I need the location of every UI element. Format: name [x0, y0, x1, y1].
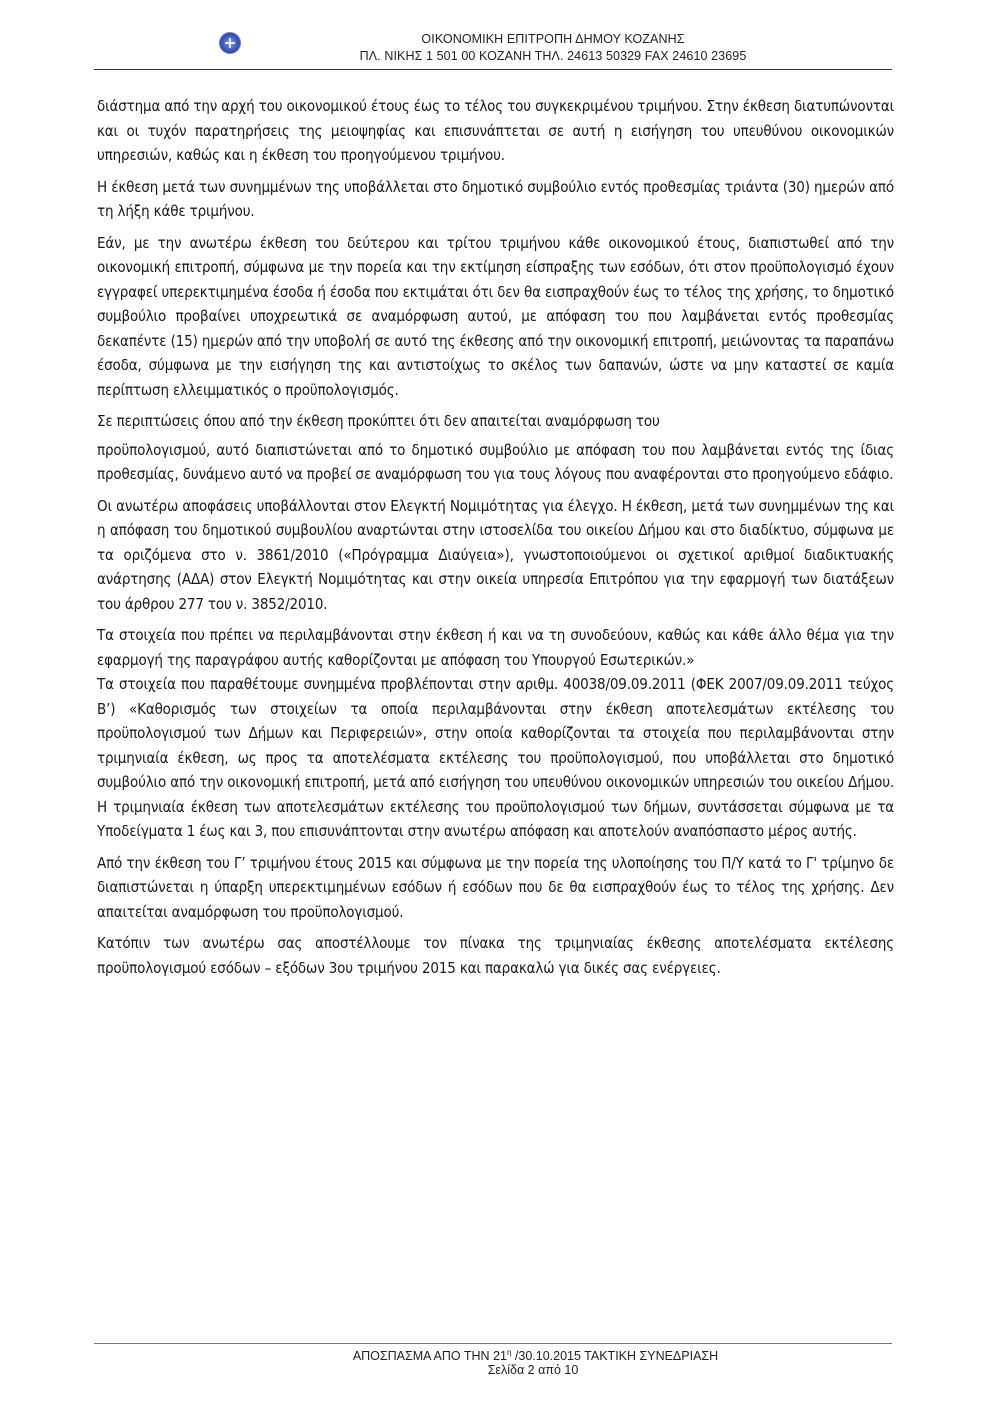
page-number: Σελίδα 2 από 10 [487, 1363, 579, 1378]
footer-meeting-suffix: /30.10.2015 ΤΑΚΤΙΚΗ ΣΥΝΕΔΡΙΑΣΗ [511, 1349, 719, 1364]
footer-meeting-prefix: ΑΠΟΣΠΑΣΜΑ ΑΠΟ ΤΗΝ 21 [352, 1349, 507, 1364]
footer-meeting-info [94, 1348, 892, 1363]
paragraph: Οι ανωτέρω αποφάσεις υποβάλλονται στον Ελεγκτή Νομιμότητας για έλεγχο. Η έκθεση, μετά των συνημμένων της και η απόφαση του δημοτικού συμβουλίου αναρτώνται στην ιστοσελίδα του οικείου Δήμου και στο διαδίκτυο, σύμφωνα με τα οριζόμενα στο ν. 3861/2010 («Πρόγραμμα Διαύγεια»), γνωστοποιούμενοι οι σχετικοί αριθμοί διαδικτυακής ανάρτησης (ΑΔΑ) στον Ελεγκτή Νομιμότητας και στην οικεία υπηρεσία Επιτρόπου για την εφαρμογή των διατάξεων του άρθρου 277 του ν. 3852/2010. [97, 496, 894, 613]
footer-ordinal-suffix: η [506, 1348, 512, 1357]
paragraph: Τα στοιχεία που πρέπει να περιλαμβάνονται στην έκθεση ή και να τη συνοδεύουν, καθώς και κάθε άλλο θέμα για την εφαρμογή της παραγράφου αυτής καθορίζονται με απόφαση του Υπουργού Εσωτερικών.» [97, 626, 894, 669]
paragraph: Κατόπιν των ανωτέρω σας αποστέλλουμε τον πίνακα της τριμηνιαίας έκθεσης αποτελέσματα εκτέλεσης προϋπολογισμού εσόδων – εξόδων 3ου τριμήνου 2015 και παρακαλώ για δικές σας ενέργειες. [97, 934, 894, 977]
paragraph: Από την έκθεση του Γ’ τριμήνου έτους 2015 και σύμφωνα με την πορεία της υλοποίησης του Π/Υ κατά το Γ' τρίμηνο δε διαπιστώνεται η ύπαρξη υπερεκτιμημένων εσόδων ή εσόδων που δε θα εισπραχθούν έως το τέλος της χρήσης. Δεν απαιτείται αναμόρφωση του προϋπολογισμού. [97, 853, 894, 921]
paragraph: Η έκθεση μετά των συνημμένων της υποβάλλεται στο δημοτικό συμβούλιο εντός προθεσμίας τριάντα (30) ημερών από τη λήξη κάθε τριμήνου. [97, 177, 894, 220]
paragraph: Σε περιπτώσεις όπου από την έκθεση προκύπτει ότι δεν απαιτείται αναμόρφωση του [97, 412, 660, 430]
page-footer [94, 1343, 892, 1377]
paragraph: διάστημα από την αρχή του οικονομικού έτους έως το τέλος του συγκεκριμένου τριμήνου. Στην έκθεση διατυπώνονται και οι τυχόν παρατηρήσεις της μειοψηφίας και επισυνάπτεται σε αυτή η εισήγηση του υπευθύνου οικονομικών υπηρεσιών, καθώς και η έκθεση του προηγούμενου τριμήνου. [97, 97, 894, 164]
header-address: ΠΛ. ΝΙΚΗΣ 1 501 00 ΚΟΖΑΝΗ ΤΗΛ. 24613 50329 FAX 24610 23695 [359, 49, 747, 63]
header-organization: ΟΙΚΟΝΟΜΙΚΗ ΕΠΙΤΡΟΠΗ ΔΗΜΟΥ ΚΟΖΑΝΗΣ [421, 32, 685, 46]
document-body [97, 94, 894, 987]
paragraph: Εάν, με την ανωτέρω έκθεση του δεύτερου και τρίτου τριμήνου κάθε οικονομικού έτους, διαπιστωθεί από την οικονομική επιτροπή, σύμφωνα με την πορεία και την εκτίμηση είσπραξης των εσόδων, ότι στον προϋπολογισμό έχουν εγγραφεί υπερεκτιμημένα έσοδα ή έσοδα που εκτιμάται ότι δεν θα εισπραχθούν έως το τέλος της χρήσης, το δημοτικό συμβούλιο προβαίνει υποχρεωτικά σε αναμόρφωση αυτού, με απόφαση του που λαμβάνεται εντός προθεσμίας δεκαπέντε (15) ημερών από την υποβολή σε αυτό της έκθεσης από την οικονομική επιτροπή, μειώνοντας τα παραπάνω έσοδα, σύμφωνα με την εισήγηση της και αντιστοίχως το σκέλος των δαπανών, ώστε να μην καταστεί σε καμία περίπτωση ελλειμματικός ο προϋπολογισμός. [97, 233, 894, 399]
paragraph: Τα στοιχεία που παραθέτουμε συνημμένα προβλέπονται στην αριθμ. 40038/09.09.2011 (ΦΕΚ 2007/09.09.2011 τεύχος Β’) «Καθορισμός των στοιχείων τα οποία περιλαμβάνονται στην έκθεση αποτελεσμάτων εκτέλεσης του προϋπολογισμού των Δήμων και Περιφερειών», στην οποία καθορίζονται τα στοιχεία που περιλαμβάνονται στην τριμηνιαία έκθεση, ως προς τα αποτελέσματα εκτέλεσης του προϋπολογισμού, που υποβάλλεται στο δημοτικό συμβούλιο από την οικονομική επιτροπή, μετά από εισήγηση του υπευθύνου οικονομικών υπηρεσιών του οικείου Δήμου. Η τριμηνιαία έκθεση των αποτελεσμάτων εκτέλεσης του προϋπολογισμού των δήμων, συντάσσεται σύμφωνα με τα Υποδείγματα 1 έως και 3, που επισυνάπτονται στην ανωτέρω απόφαση και αποτελούν αναπόσπαστο μέρος αυτής. [97, 675, 894, 840]
paragraph: προϋπολογισμού, αυτό διαπιστώνεται από το δημοτικό συμβούλιο με απόφαση του που λαμβάνεται εντός της ίδιας προθεσμίας, δυνάμενο αυτό να προβεί σε αναμόρφωση του για τους λόγους που αναφέρονται στο προηγούμενο εδάφιο. [97, 440, 894, 483]
page-header [94, 14, 892, 70]
